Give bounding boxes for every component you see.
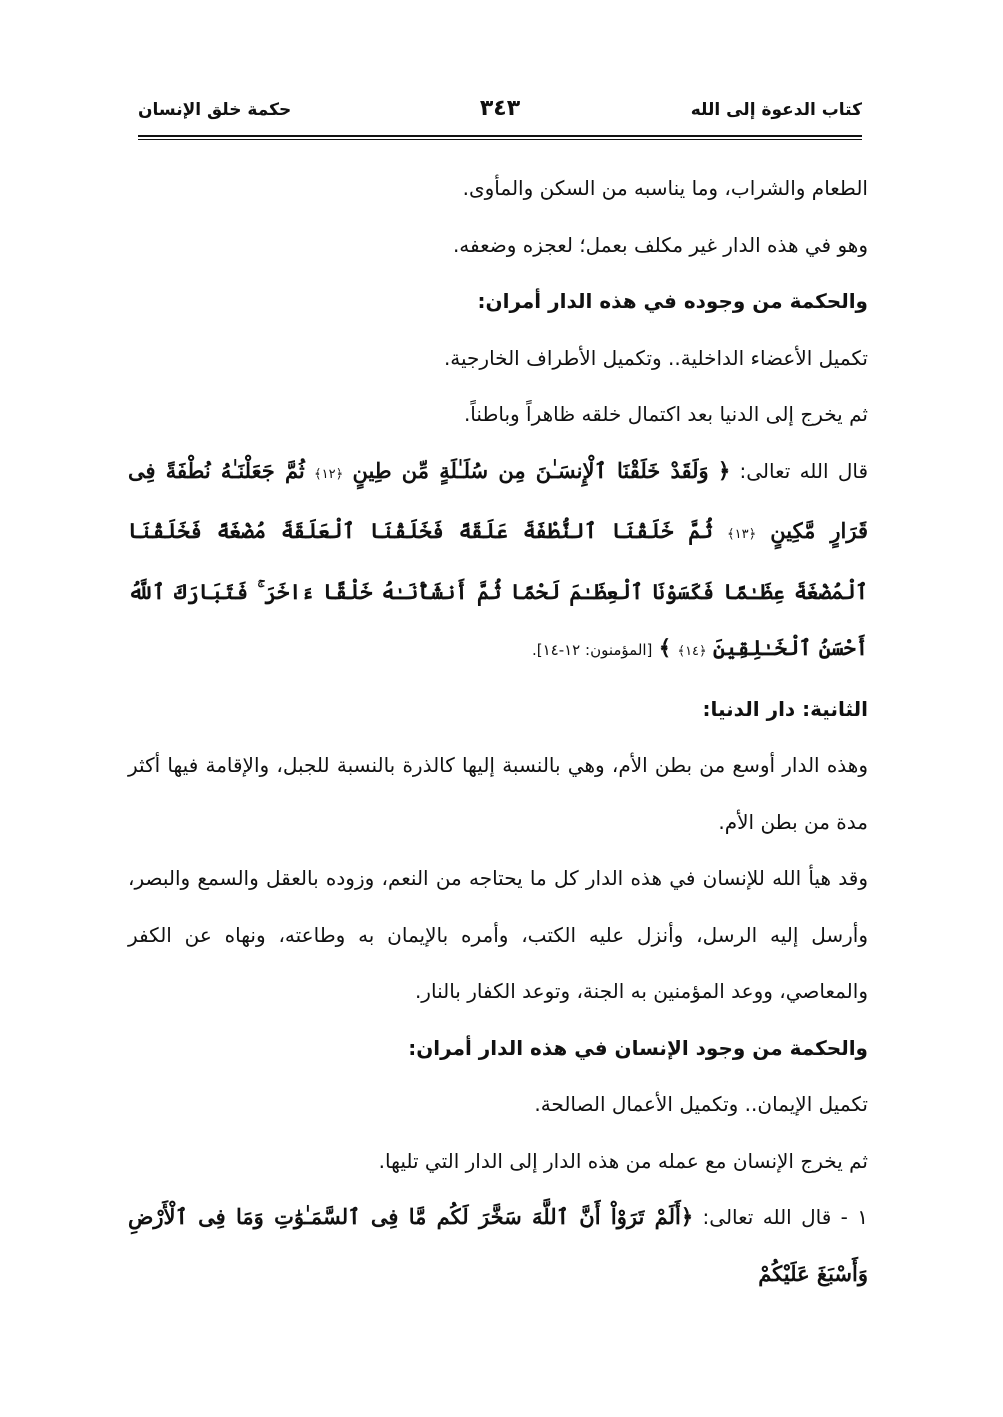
section-heading: الثانية: دار الدنيا:	[702, 696, 868, 721]
page-header	[138, 96, 862, 130]
header-rule-thin	[138, 139, 862, 140]
paragraph: تكميل الأعضاء الداخلية.. وتكميل الأطراف الخارجية.	[443, 345, 868, 370]
verse-close-bracket: ﴾	[658, 635, 672, 660]
verse-text: وَلَقَدْ خَلَقْنَا ٱلْإِنسَـٰنَ مِن سُلَـٰلَةٍ مِّن طِينٍ	[352, 457, 709, 483]
paragraph: ثم يخرج الإنسان مع عمله من هذه الدار إلى الدار التي تليها.	[378, 1148, 868, 1173]
verse-reference: [المؤمنون: ١٢-١٤].	[531, 641, 653, 659]
paragraph: وهذه الدار أوسع من بطن الأم، وهي بالنسبة إليها كالذرة بالنسبة للجبل، والإقامة فيها أكثر مدة من بطن الأم.	[128, 753, 868, 834]
quote-intro: ١ - قال الله تعالى:	[702, 1205, 869, 1229]
section-heading: والحكمة من وجوده في هذه الدار أمران:	[477, 289, 868, 313]
verse-number: ﴿١٤﴾	[677, 644, 707, 659]
paragraph: الطعام والشراب، وما يناسبه من السكن والمأوى.	[462, 176, 868, 200]
quran-quote	[128, 443, 868, 681]
page-number: ٣٤٣	[479, 96, 521, 121]
book-title: كتاب الدعوة إلى الله	[690, 100, 862, 120]
paragraph: تكميل الإيمان.. وتكميل الأعمال الصالحة.	[534, 1092, 868, 1116]
quran-quote	[128, 1189, 868, 1302]
paragraph: وهو في هذه الدار غير مكلف بعمل؛ لعجزه وضعفه.	[452, 232, 868, 257]
paragraph: وقد هيأ الله للإنسان في هذه الدار كل ما يحتاجه من النعم، وزوده بالعقل والسمع والبصر، وأرسل إليه الرسل، وأنزل عليه الكتب، وأمره بالإيمان به وطاعته، ونهاه عن الكفر والمعاصي، ووعد المؤمنين به الجنة، وتوعد الكفار بالنار.	[128, 866, 868, 1003]
verse-number: ﴿١٢﴾	[314, 466, 344, 482]
verse-open-bracket: ﴿	[717, 457, 731, 483]
verse-text: ثُمَّ خَلَقْنَا ٱلنُّطْفَةَ عَلَقَةً فَخَلَقْنَا ٱلْعَلَقَةَ مُضْغَةً فَخَلَقْنَا ٱلْمُضْغَةَ عِظَـٰمًا فَكَسَوْنَا ٱلْعِظَـٰمَ لَحْمًا ثُمَّ أَنشَأْنَـٰهُ خَلْقًا ءَاخَرَ ۚ فَتَبَارَكَ ٱللَّهُ أَحْسَنُ ٱلْخَـٰلِقِينَ	[128, 518, 868, 660]
quote-intro: قال الله تعالى:	[739, 458, 869, 483]
verse-text: ﴿أَلَمْ تَرَوْاْ أَنَّ ٱللَّهَ سَخَّرَ لَكُم مَّا فِى ٱلسَّمَـٰوَٰتِ وَمَا فِى ٱلْأَرْضِ وَأَسْبَغَ عَلَيْكُمْ	[128, 1204, 868, 1286]
chapter-title: حكمة خلق الإنسان	[138, 100, 292, 120]
verse-text: ثُمَّ جَعَلْنَـٰهُ نُطْفَةً فِى قَرَارٍ مَّكِينٍ	[128, 457, 869, 543]
header-rule	[138, 135, 862, 137]
paragraph: ثم يخرج إلى الدنيا بعد اكتمال خلقه ظاهراً وباطناً.	[463, 402, 868, 426]
section-heading: والحكمة من وجود الإنسان في هذه الدار أمران:	[408, 1035, 868, 1060]
page-body	[128, 160, 868, 1302]
verse-number: ﴿١٣﴾	[726, 527, 757, 542]
